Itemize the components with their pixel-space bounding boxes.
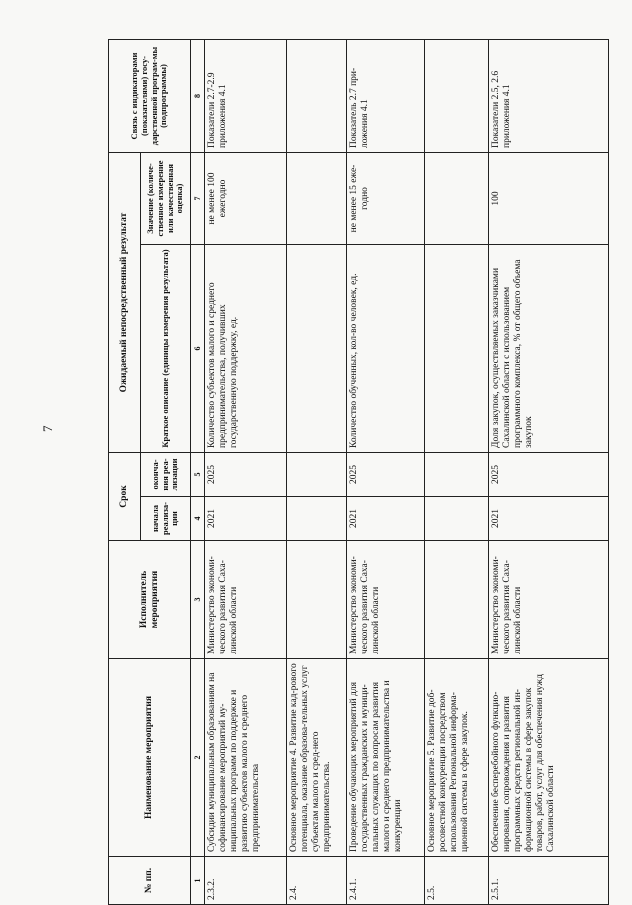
row-name: Субсидии муниципальным образованиям на софинансирование мероприятий му-ниципальных программ по поддержке и развитию субъектов малого и среднего предпринимательства [205,659,287,857]
column-number: 7 [191,153,205,245]
row-start: 2021 [347,497,425,541]
table-row [347,40,425,905]
row-link [425,40,489,153]
column-number: 1 [191,857,205,905]
row-end: 2025 [347,453,425,497]
header-executor: Исполнитель мероприятия [109,541,191,659]
column-number: 6 [191,245,205,453]
row-executor [287,541,347,659]
header-result-value: Значение (количе-ственное измерение или качественная оценка) [141,153,191,245]
header-result: Ожидаемый непосредственный результат [109,153,141,453]
row-start [425,497,489,541]
table-row [287,40,347,905]
row-num: 2.5.1. [489,857,609,905]
row-value: не менее 15 еже-годно [347,153,425,245]
row-desc [287,245,347,453]
row-end [425,453,489,497]
row-num: 2.4.1. [347,857,425,905]
row-desc [425,245,489,453]
table-row [425,40,489,905]
row-link: Показатели 2.5, 2.6 приложения 4.1 [489,40,609,153]
table-row [205,40,287,905]
page-number: 7 [40,425,55,432]
header-name: Наименование мероприятия [109,659,191,857]
row-value: не менее 100 ежегодно [205,153,287,245]
header-period: Срок [109,453,141,541]
column-number: 4 [191,497,205,541]
row-desc: Количество обученных, кол-во человек, ед. [347,245,425,453]
row-start [287,497,347,541]
row-start: 2021 [205,497,287,541]
row-executor: Министерство экономи-ческого развития Саха-линской области [205,541,287,659]
row-link: Показатель 2.7 при-ложения 4.1 [347,40,425,153]
row-num: 2.4. [287,857,347,905]
header-period-start: начала реализа-ции [141,497,191,541]
row-end [287,453,347,497]
row-name: Обеспечение бесперебойного функцио-нирования, сопровождения и развития программных средств региональной ин-формационной системы в сфере закупок товаров, работ, услуг для обеспечения нужд Сахалинской области [489,659,609,857]
row-value [287,153,347,245]
row-name: Основное мероприятие 4. Развитие кад-рового потенциала, оказание образова-тельных услуг субъектам малого и сред-него предпринимательства. [287,659,347,857]
row-executor: Министерство экономи-ческого развития Саха-линской области [489,541,609,659]
row-value: 100 [489,153,609,245]
row-executor [425,541,489,659]
row-end: 2025 [205,453,287,497]
header-period-end: оконча-ния реа-лизации [141,453,191,497]
row-name: Основное мероприятие 5. Развитие доб-росовестной конкуренции посредством использования Региональной информа-ционной системы в сфере закупок. [425,659,489,857]
row-num: 2.5. [425,857,489,905]
measures-table [108,39,609,905]
column-number: 3 [191,541,205,659]
row-num: 2.3.2. [205,857,287,905]
rotated-table-container [108,40,608,905]
row-name: Проведение обучающих мероприятий для государственных гражданских и муници-пальных служащих по вопросам развития малого и среднего предпринимательства и конкуренции [347,659,425,857]
header-num: № пп. [109,857,191,905]
header-result-desc: Краткое описание (единицы измерения результата) [141,245,191,453]
column-number-row [191,40,205,905]
row-executor: Министерство экономи-ческого развития Саха-линской области [347,541,425,659]
row-end: 2025 [489,453,609,497]
column-number: 2 [191,659,205,857]
table-row [489,40,609,905]
column-number: 8 [191,40,205,153]
row-link [287,40,347,153]
column-number: 5 [191,453,205,497]
row-value [425,153,489,245]
row-start: 2021 [489,497,609,541]
header-link: Связь с индикаторами (показателями) госу-дарственной програм-мы (подпрограммы) [109,40,191,153]
row-desc: Доля закупок, осуществляемых заказчиками Сахалинской области с использованием программного комплекса, % от общего объема закупок [489,245,609,453]
row-link: Показатели 2.7-2.9 приложения 4.1 [205,40,287,153]
row-desc: Количество субъектов малого и среднего предпринимательства, получивших государственную поддержку, ед. [205,245,287,453]
